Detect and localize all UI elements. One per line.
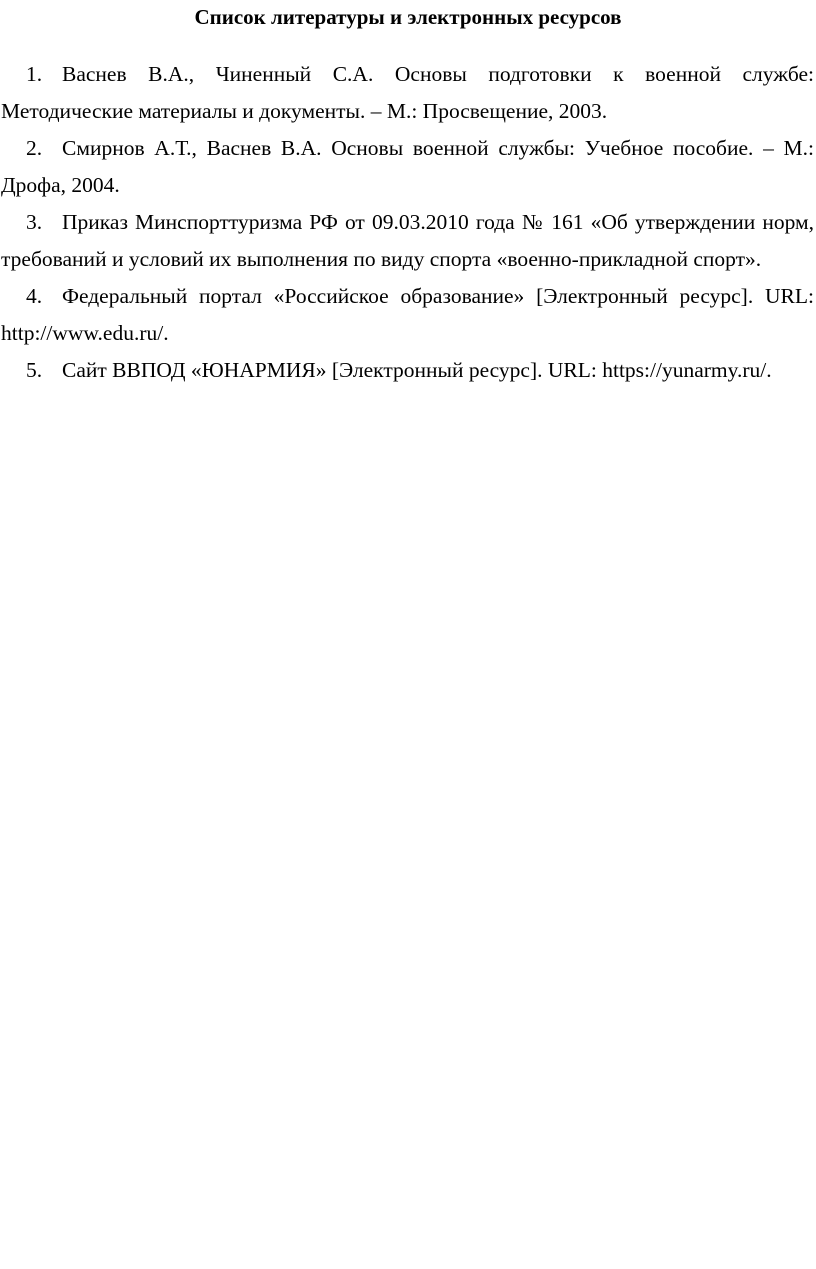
reference-number: 5. — [26, 358, 43, 382]
reference-list — [1, 56, 814, 389]
reference-item-4 — [1, 278, 814, 352]
page-title: Список литературы и электронных ресурсов — [194, 5, 622, 29]
reference-item-3 — [1, 204, 814, 278]
reference-text: Федеральный портал «Российское образование» [Электронный ресурс]. URL: http://www.edu.ru/. — [1, 284, 814, 345]
reference-number: 3. — [26, 210, 43, 234]
reference-item-5 — [1, 352, 814, 389]
reference-text: Приказ Минспорттуризма РФ от 09.03.2010 года № 161 «Об утверждении норм, требований и условий их выполнения по виду спорта «военно-прикладной спорт». — [1, 210, 814, 271]
reference-text: Васнев В.А., Чиненный С.А. Основы подготовки к военной службе: Методические материалы и документы. – М.: Просвещение, 2003. — [1, 62, 814, 123]
reference-text: Сайт ВВПОД «ЮНАРМИЯ» [Электронный ресурс]. URL: https://yunarmy.ru/. — [62, 358, 772, 382]
reference-text: Смирнов А.Т., Васнев В.А. Основы военной службы: Учебное пособие. – М.: Дрофа, 2004. — [1, 136, 814, 197]
reference-number: 4. — [26, 284, 43, 308]
reference-item-2 — [1, 130, 814, 204]
reference-item-1 — [1, 56, 814, 130]
reference-number: 2. — [26, 136, 43, 160]
reference-number: 1. — [26, 62, 43, 86]
